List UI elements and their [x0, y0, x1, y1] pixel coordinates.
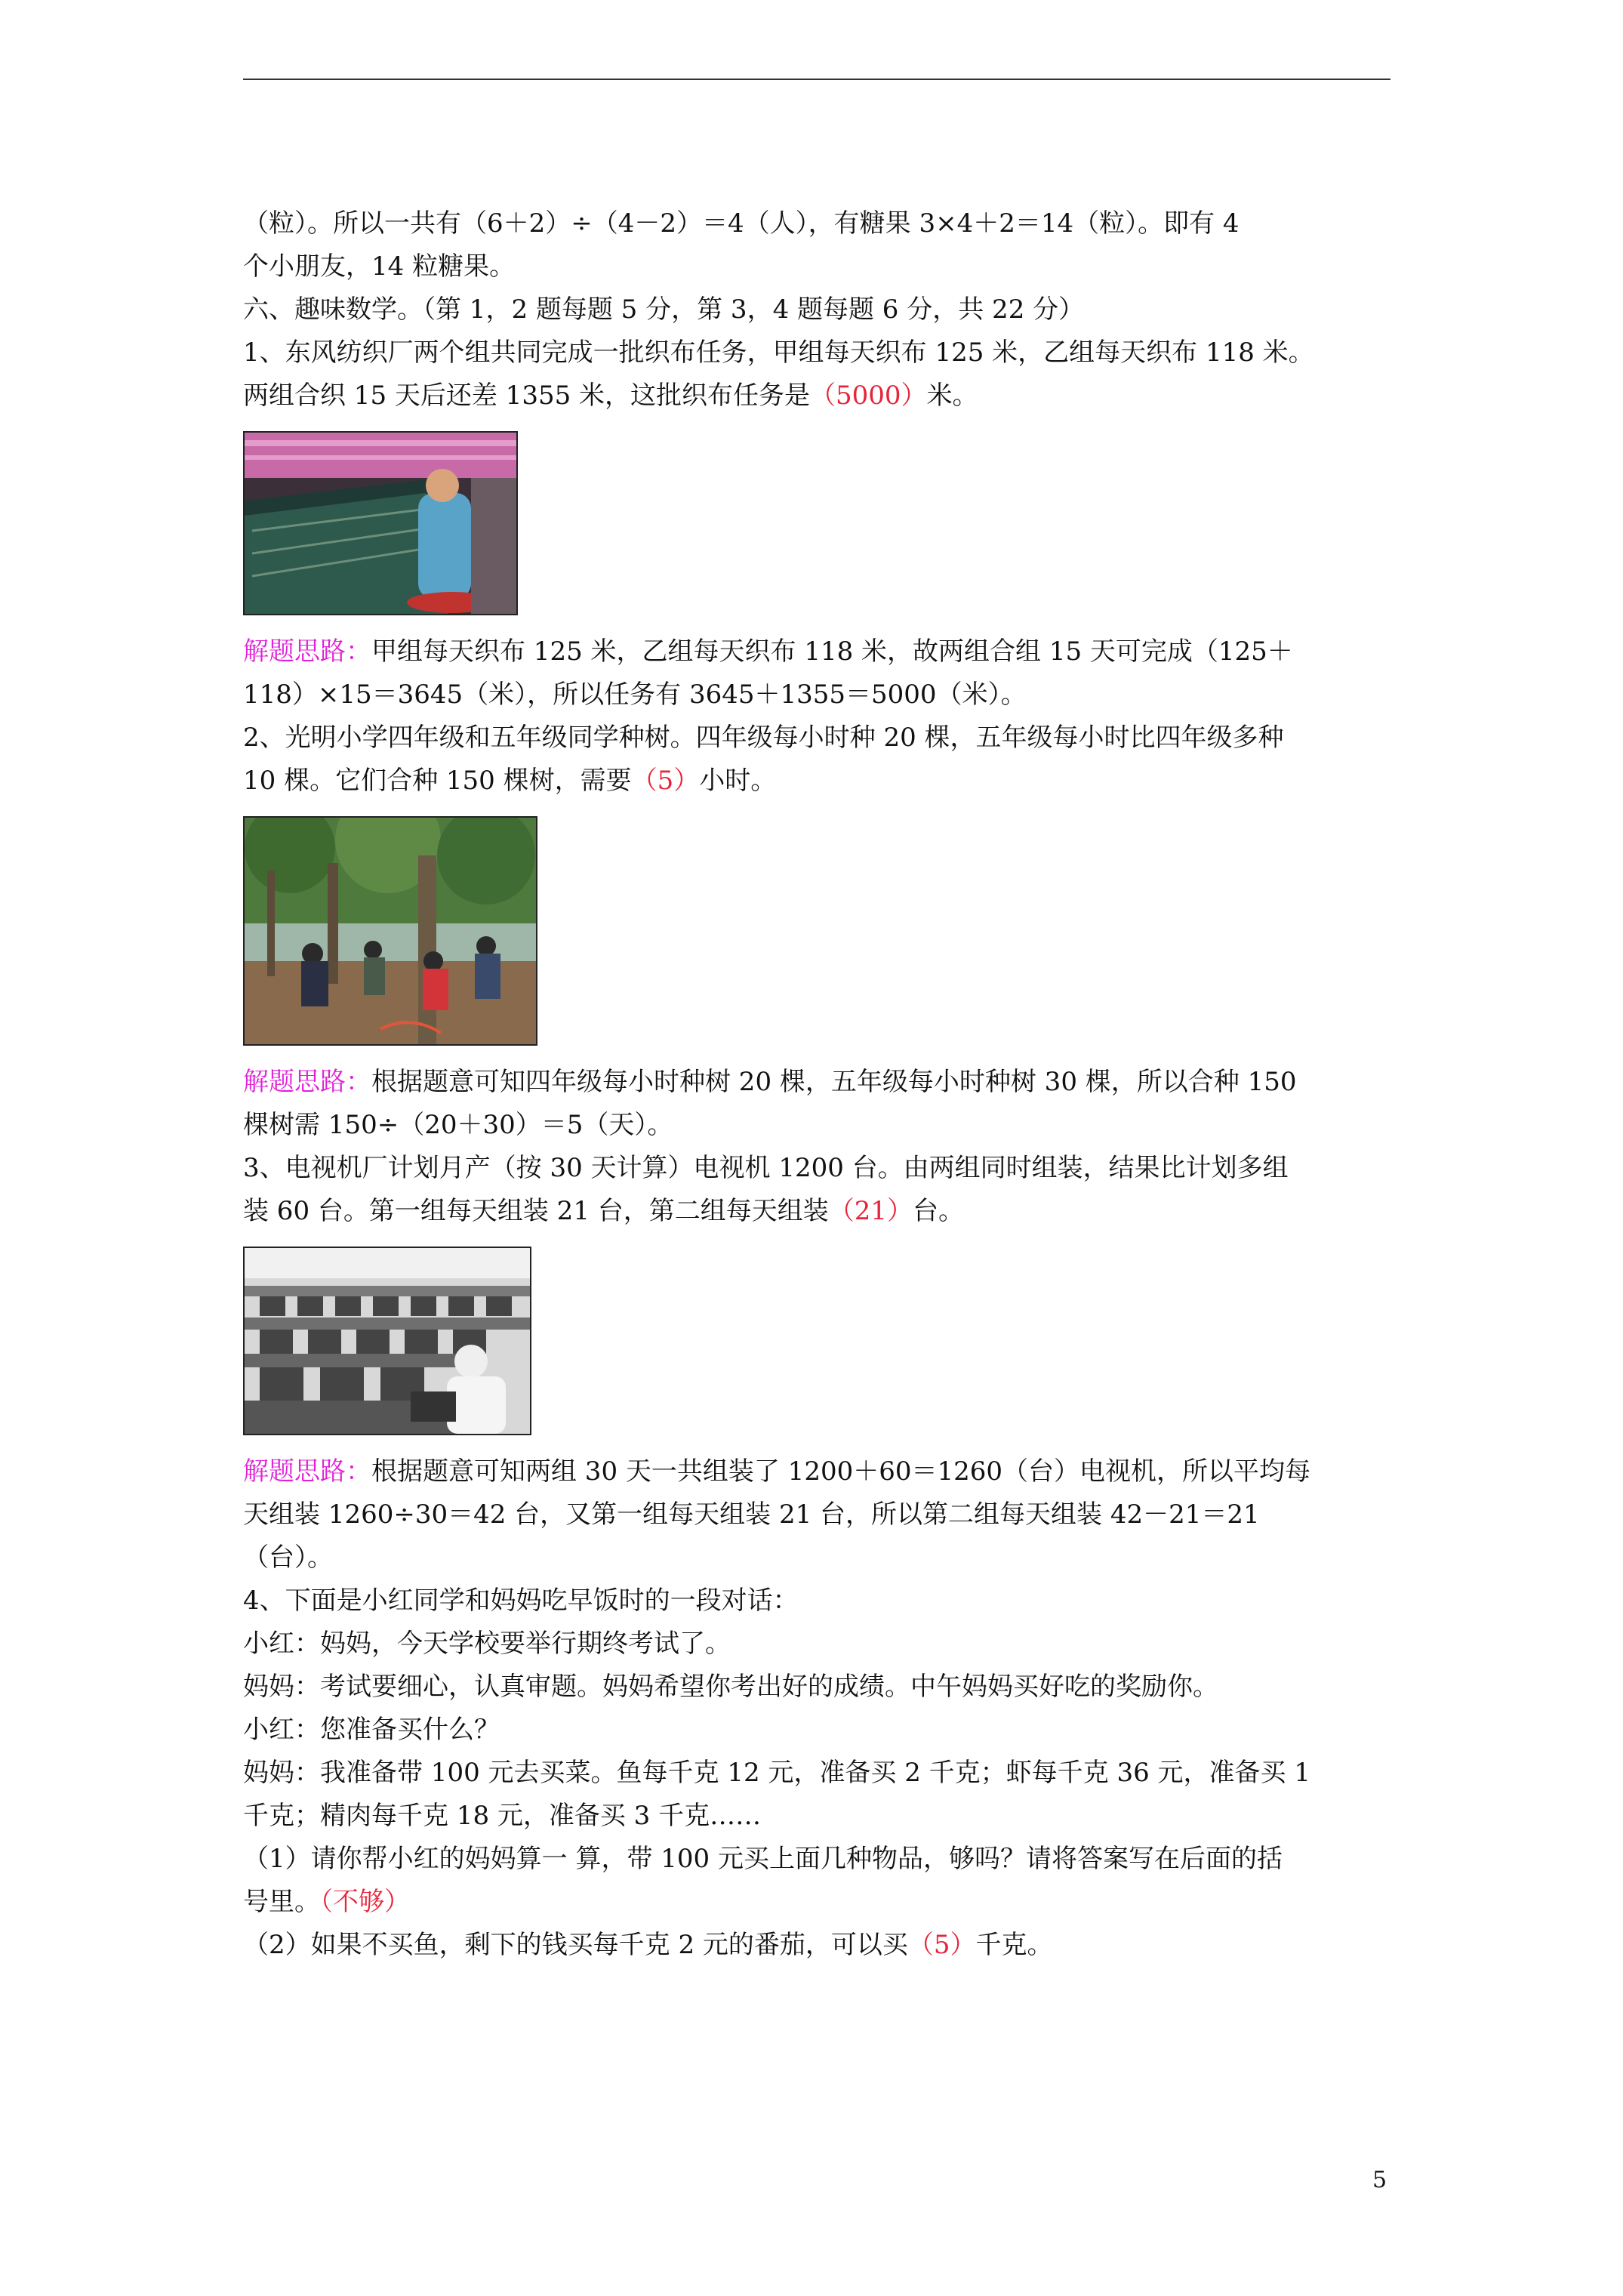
- hint-3: [243, 1450, 1390, 1493]
- paragraph: 个小朋友，14 粒糖果。: [243, 251, 516, 282]
- hint-1: [243, 630, 1390, 673]
- question-2-line2: [243, 760, 1390, 803]
- text: 千克。: [975, 1930, 1053, 1960]
- answer: （5）: [631, 766, 700, 796]
- sub-question-1: （1）请你帮小红的妈妈算一 算，带 100 元买上面几种物品，够吗？请将答案写在后面的括: [243, 1844, 1283, 1874]
- dialogue-line: 小红：您准备买什么？: [243, 1715, 500, 1745]
- text: 小时。: [699, 766, 777, 796]
- page-content: [243, 202, 1390, 1967]
- question-1: 1、东风纺织厂两个组共同完成一批织布任务，甲组每天织布 125 米，乙组每天织布 118 米。: [243, 337, 1314, 368]
- answer: （不够）: [320, 1887, 410, 1917]
- text: 号里。: [243, 1887, 320, 1917]
- sub-question-2: [243, 1924, 1390, 1967]
- tree-planting-photo: [243, 816, 537, 1046]
- question-3: 3、电视机厂计划月产（按 30 天计算）电视机 1200 台。由两组同时组装，结果比计划多组: [243, 1153, 1289, 1183]
- text: 装 60 台。第一组每天组装 21 台，第二组每天组装: [243, 1196, 829, 1226]
- text: 甲组每天织布 125 米，乙组每天织布 118 米，故两组合组 15 天可完成（125＋: [371, 636, 1293, 667]
- question-3-line2: [243, 1190, 1390, 1233]
- text: （2）如果不买鱼，剩下的钱买每千克 2 元的番茄，可以买: [243, 1930, 908, 1960]
- dialogue-line: 妈妈：我准备带 100 元去买菜。鱼每千克 12 元，准备买 2 千克；虾每千克 36 元，准备买 1: [243, 1758, 1310, 1788]
- hint-label: 解题思路：: [243, 636, 371, 667]
- section-heading: 六、趣味数学。（第 1，2 题每题 5 分，第 3，4 题每题 6 分，共 22 分）: [243, 294, 1085, 325]
- dialogue-line: 千克；精肉每千克 18 元，准备买 3 千克……: [243, 1801, 762, 1831]
- hint-label: 解题思路：: [243, 1067, 371, 1097]
- page-number: 5: [1372, 2167, 1387, 2193]
- hint-3-line3: （台）。: [243, 1542, 333, 1573]
- hint-label: 解题思路：: [243, 1456, 371, 1487]
- hint-2-line2: 棵树需 150÷（20＋30）＝5（天）。: [243, 1110, 673, 1140]
- header-rule: [243, 79, 1390, 80]
- paragraph: （粒）。所以一共有（6＋2）÷（4－2）＝4（人），有糖果 3×4＋2＝14（粒）。即有 4: [243, 208, 1240, 239]
- tv-factory-photo: [243, 1247, 531, 1435]
- question-4: 4、下面是小红同学和妈妈吃早饭时的一段对话：: [243, 1586, 799, 1616]
- text: 台。: [913, 1196, 965, 1226]
- dialogue-line: 小红：妈妈，今天学校要举行期终考试了。: [243, 1629, 731, 1659]
- text: 根据题意可知四年级每小时种树 20 棵，五年级每小时种树 30 棵，所以合种 150: [371, 1067, 1297, 1097]
- hint-3-line2: 天组装 1260÷30＝42 台，又第一组每天组装 21 台，所以第二组每天组装 42－21＝21: [243, 1499, 1260, 1530]
- answer: （21）: [828, 1196, 913, 1226]
- answer: （5000）: [810, 381, 927, 411]
- dialogue-line: 妈妈：考试要细心，认真审题。妈妈希望你考出好的成绩。中午妈妈买好吃的奖励你。: [243, 1672, 1218, 1702]
- question-2: 2、光明小学四年级和五年级同学种树。四年级每小时种 20 棵，五年级每小时比四年级多种: [243, 723, 1284, 753]
- answer: （5）: [907, 1930, 976, 1960]
- sub-question-1-line2: [243, 1881, 1390, 1924]
- text: 米。: [926, 381, 978, 411]
- text: 两组合织 15 天后还差 1355 米，这批织布任务是: [243, 381, 811, 411]
- hint-2: [243, 1061, 1390, 1104]
- textile-factory-photo: [243, 431, 518, 615]
- question-1-line2: [243, 374, 1390, 418]
- text: 10 棵。它们合种 150 棵树，需要: [243, 766, 632, 796]
- hint-1-line2: 118）×15＝3645（米），所以任务有 3645＋1355＝5000（米）。: [243, 680, 1027, 710]
- text: 根据题意可知两组 30 天一共组装了 1200＋60＝1260（台）电视机，所以平均每: [371, 1456, 1311, 1487]
